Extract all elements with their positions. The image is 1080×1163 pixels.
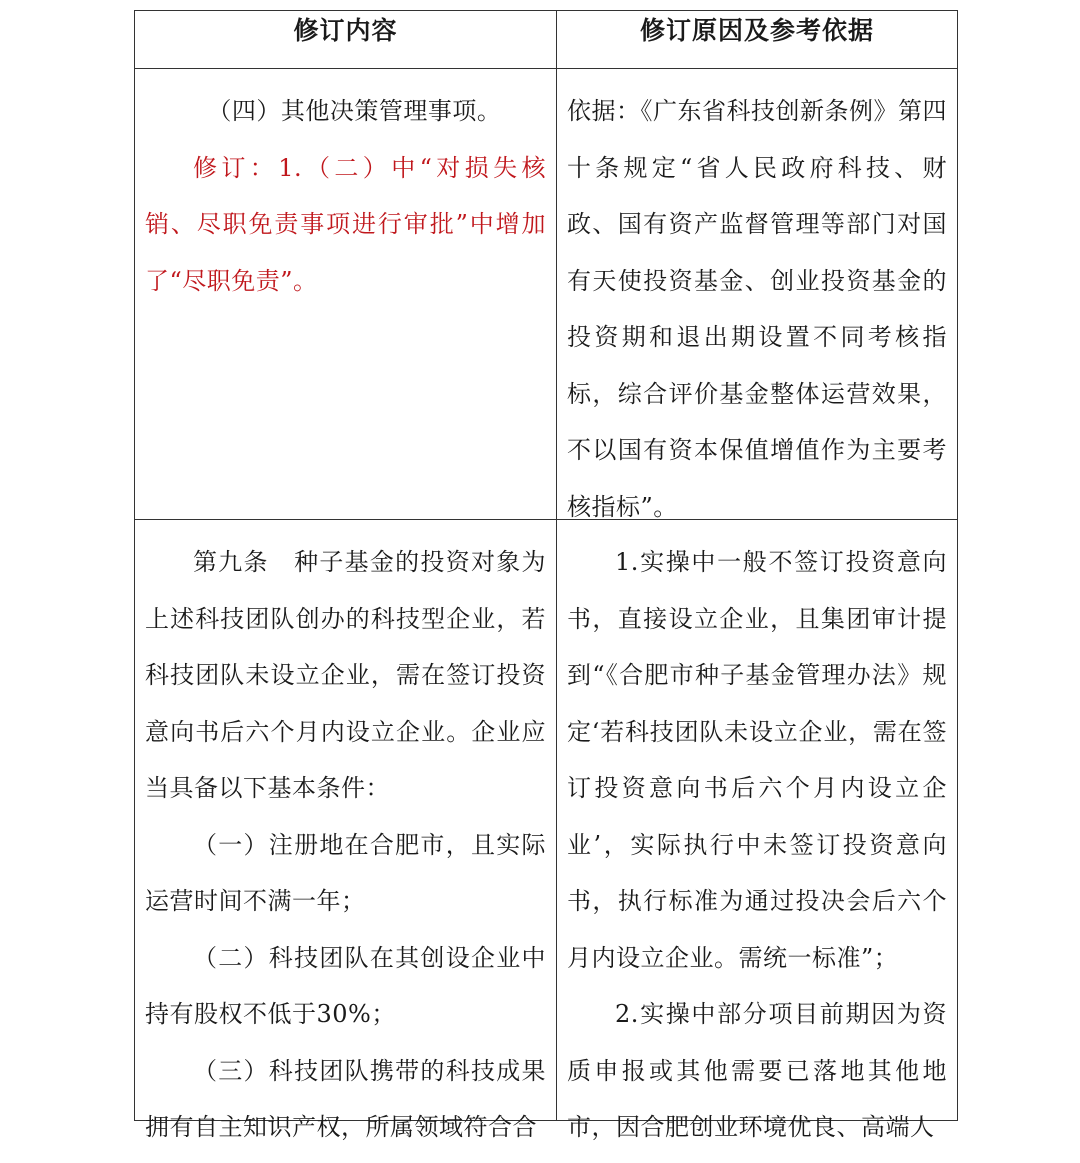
condition-two-text: （二）科技团队在其创设企业中持有股权不低于30%； <box>145 943 546 1028</box>
reason-one-text: 1.实操中一般不签订投资意向书，直接设立企业，且集团审计提到“《合肥市种子基金管理办法》规定‘若科技团队未设立企业，需在签订投资意向书后六个月内设立企业’，实际执行中未签订投资意向书，执行标准为通过投决会后六个月内设立企业。需统一标准”； <box>567 548 947 972</box>
row2-right-cell <box>557 520 958 1141</box>
basis-text: 依据：《广东省科技创新条例》第四十条规定“省人民政府科技、财政、国有资产监督管理等部门对国有天使投资基金、创业投资基金的投资期和退出期设置不同考核指标，综合评价基金整体运营效果，不以国有资本保值增值作为主要考核指标”。 <box>567 97 947 521</box>
header-revision-reason: 修订原因及参考依据 <box>557 11 958 69</box>
table-row <box>135 520 958 1121</box>
revision-table <box>134 10 958 1141</box>
revision-note: 修订：1.（二）中“对损失核销、尽职免责事项进行审批”中增加了“尽职免责”。 <box>145 153 546 295</box>
table-row <box>135 69 958 520</box>
item-four-text: （四）其他决策管理事项。 <box>207 97 502 125</box>
row1-left-cell <box>135 69 557 520</box>
condition-three-text: （三）科技团队携带的科技成果拥有自主知识产权，所属领域符合合 <box>145 1056 546 1141</box>
condition-one-text: （一）注册地在合肥市，且实际运营时间不满一年； <box>145 830 546 915</box>
row1-right-cell <box>557 69 958 520</box>
header-revision-content: 修订内容 <box>135 11 557 69</box>
row2-left-cell <box>135 520 557 1141</box>
reason-two-text: 2.实操中部分项目前期因为资质申报或其他需要已落地其他地市，因合肥创业环境优良、高端人 <box>567 1000 947 1141</box>
table-header-row <box>135 11 958 69</box>
article-nine-text: 第九条 种子基金的投资对象为上述科技团队创办的科技型企业，若科技团队未设立企业，需在签订投资意向书后六个月内设立企业。企业应当具备以下基本条件： <box>145 548 546 802</box>
